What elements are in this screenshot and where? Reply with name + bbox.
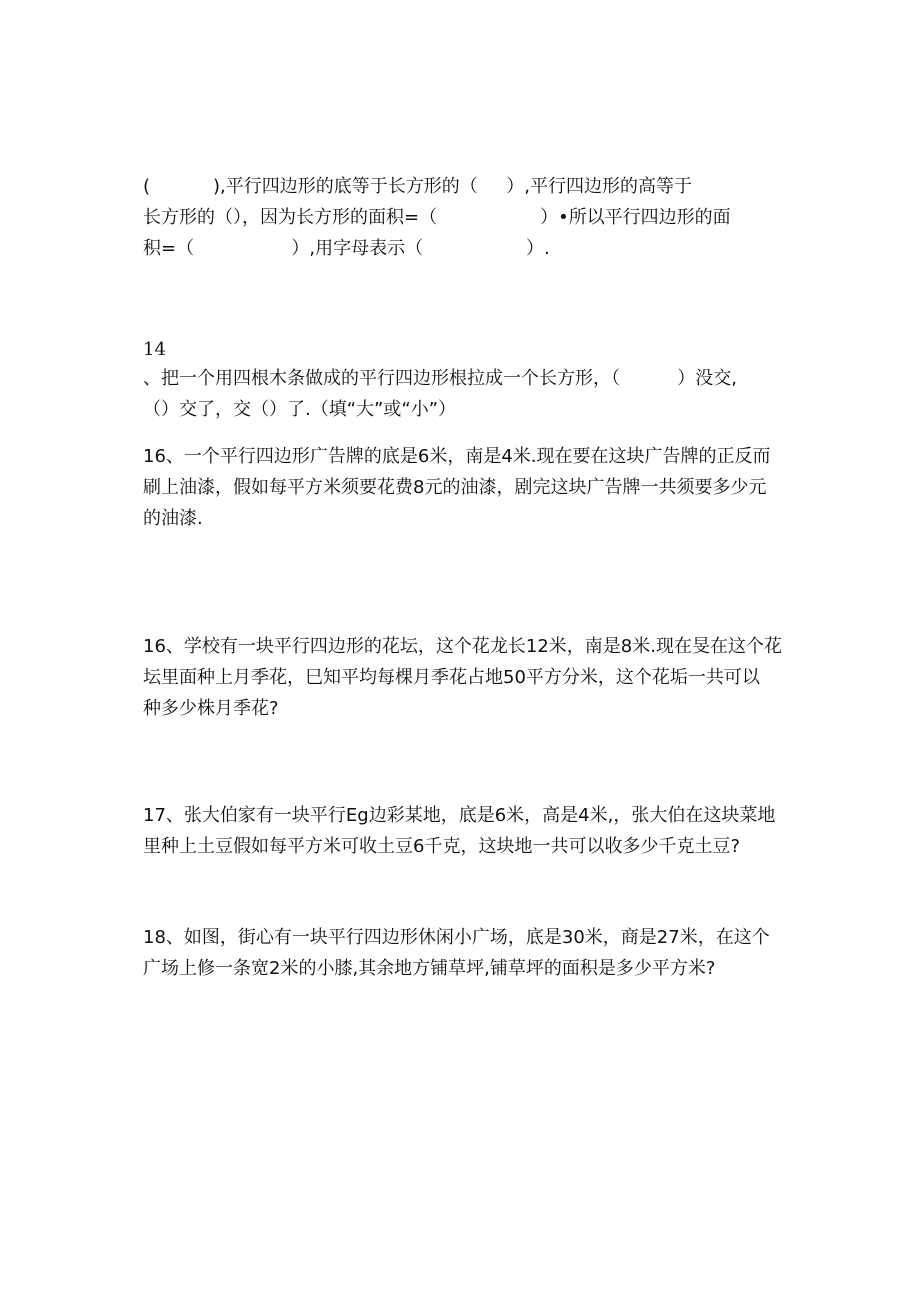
question-16b-line-2: 坛里面种上月季花，巳知平均每棵月季花占地50平方分米，这个花垢一共可以 [143,667,760,688]
question-16-billboard [143,441,793,534]
question-13-line-3: 积=（ ）,用字母表示（ ）. [143,238,550,259]
question-16a-line-3: 的油漆. [143,508,203,529]
question-18 [143,922,793,984]
question-17-line-1: 17、张大伯家有一块平行Eg边彩某地，底是6米，高是4米,，张大伯在这块菜地 [143,805,776,826]
question-14-line-1: 、把一个用四根木条做成的平行四边形根拉成一个长方形，（ ）没交, [143,368,737,389]
question-16-flowerbed [143,631,793,724]
question-17 [143,800,793,862]
question-13-continuation [143,171,793,264]
question-13-line-1: ( ),平行四边形的底等于长方形的（ ）,平行四边形的高等于 [143,176,693,197]
question-18-line-2: 广场上修一条宽2米的小膝,其余地方铺草坪,铺草坪的面积是多少平方米? [143,958,716,979]
question-14 [143,337,793,425]
question-13-line-2: 长方形的（），因为长方形的面积=（ ）•所以平行四边形的面 [143,207,731,228]
question-14-line-2: （）交了，交（）了.（填“大”或“小”） [143,399,457,420]
question-16b-line-1: 16、学校有一块平行四边形的花坛，这个花龙长12米，南是8米.现在旻在这个花 [143,636,782,657]
question-16a-line-2: 刷上油漆，假如每平方米须要花费8元的油漆，剧完这块广告牌一共须要多少元 [143,477,767,498]
question-16b-line-3: 种多少株月季花? [143,698,279,719]
question-14-number: 14 [143,339,166,360]
question-16a-line-1: 16、一个平行四边形广告牌的底是6米，南是4米.现在要在这块广告牌的正反而 [143,446,771,467]
question-17-line-2: 里种上土豆假如每平方米可收土豆6千克，这块地一共可以收多少千克土豆? [143,836,741,857]
question-18-line-1: 18、如图，街心有一块平行四边形休闲小广场，底是30米，商是27米，在这个 [143,927,770,948]
